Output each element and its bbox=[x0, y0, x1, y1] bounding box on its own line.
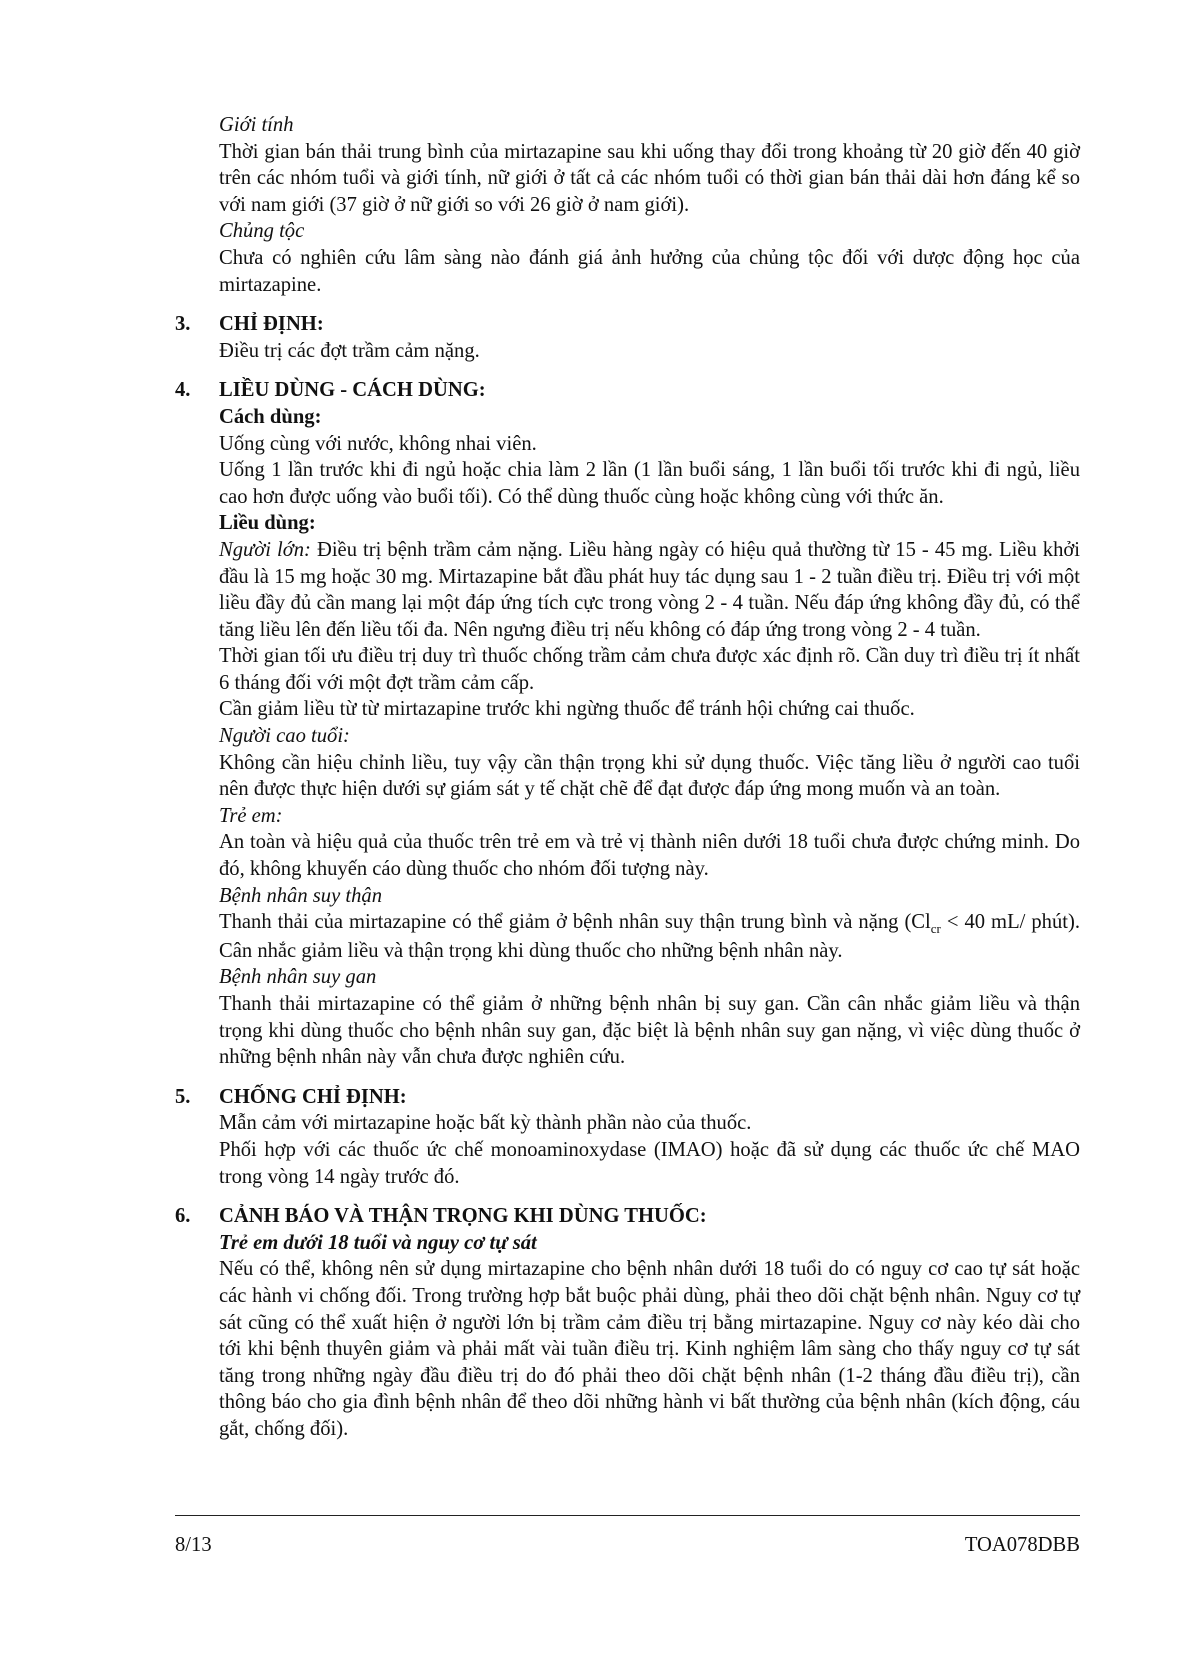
renal-paragraph bbox=[219, 909, 1080, 964]
hepatic-label: Bệnh nhân suy gan bbox=[219, 966, 377, 989]
elderly-label: Người cao tuổi: bbox=[219, 725, 350, 748]
contraindication-paragraph-2: Phối hợp với các thuốc ức chế monoaminoxydase (IMAO) hoặc đã sử dụng các thuốc ức chế MAO trong vòng 14 ngày trước đó. bbox=[219, 1138, 1080, 1188]
document-code: TOA078DBB bbox=[964, 1534, 1080, 1556]
section-title: CHỐNG CHỈ ĐỊNH: bbox=[219, 1085, 407, 1108]
dosage-section bbox=[175, 404, 1080, 1071]
renal-label: Bệnh nhân suy thận bbox=[219, 884, 383, 907]
administration-paragraph-1: Uống cùng với nước, không nhai viên. bbox=[219, 432, 537, 455]
race-paragraph: Chưa có nghiên cứu lâm sàng nào đánh giá ảnh hưởng của chủng tộc đối với dược động học của mirtazapine. bbox=[219, 246, 1080, 296]
adult-label: Người lớn: bbox=[219, 538, 311, 561]
section-3-heading bbox=[175, 311, 1080, 338]
indications-paragraph: Điều trị các đợt trầm cảm nặng. bbox=[219, 339, 480, 362]
adult-text: Điều trị bệnh trầm cảm nặng. Liều hàng ngày có hiệu quả thường từ 15 - 45 mg. Liều khởi đầu là 15 mg hoặc 30 mg. Mirtazapine bắt đầu phát huy tác dụng sau 1 - 2 tuần điều trị. Điều trị với một liều đầy đủ cần mang lại một đáp ứng tích cực trong vòng 2 - 4 tuần. Nếu đáp ứng không đầy đủ, có thể tăng liều lên đến liều tối đa. Nên ngưng điều trị nếu không có đáp ứng trong vòng 2 - 4 tuần. bbox=[219, 538, 1080, 641]
section-number: 3. bbox=[175, 313, 191, 336]
warnings-subheading: Trẻ em dưới 18 tuổi và nguy cơ tự sát bbox=[219, 1231, 537, 1254]
page-number: 8/13 bbox=[175, 1534, 212, 1556]
renal-subscript: cr bbox=[930, 921, 941, 937]
warnings-section bbox=[175, 1230, 1080, 1443]
contraindications-section bbox=[175, 1110, 1080, 1190]
page-content bbox=[175, 112, 1080, 1443]
children-paragraph: An toàn và hiệu quả của thuốc trên trẻ em và trẻ vị thành niên dưới 18 tuổi chưa được chứng minh. Do đó, không khuyến cáo dùng thuốc cho nhóm đối tượng này. bbox=[219, 831, 1080, 881]
gender-section bbox=[175, 112, 1080, 298]
section-number: 4. bbox=[175, 379, 191, 402]
dose-subheading: Liều dùng: bbox=[219, 512, 316, 535]
renal-text-b: < 40 mL/ phút). Cân nhắc giảm liều và thận trọng khi dùng thuốc cho những bệnh nhân này. bbox=[219, 911, 1080, 962]
warnings-paragraph: Nếu có thể, không nên sử dụng mirtazapine cho bệnh nhân dưới 18 tuổi do có nguy cơ cao tự sát hoặc các hành vi chống đối. Trong trường hợp bắt buộc phải dùng, phải theo dõi chặt bệnh nhân. Nguy cơ tự sát cũng có thể xuất hiện ở người lớn bị trầm cảm điều trị bằng mirtazapine. Nguy cơ này kéo dài cho tới khi bệnh thuyên giảm và phải mất vài tuần điều trị. Kinh nghiệm lâm sàng cho thấy nguy cơ tự sát tăng trong những ngày đầu điều trị do đó phải theo dõi chặt bệnh nhân (1-2 tháng đầu điều trị), cần thông báo cho gia đình bệnh nhân để theo dõi những hành vi bất thường của bệnh nhân (kích động, cáu gắt, chống đối). bbox=[219, 1258, 1080, 1440]
section-4-heading bbox=[175, 377, 1080, 404]
section-number: 6. bbox=[175, 1205, 191, 1228]
adult-dose-paragraph bbox=[219, 537, 1080, 643]
hepatic-paragraph: Thanh thải mirtazapine có thể giảm ở những bệnh nhân bị suy gan. Cần cân nhắc giảm liều và thận trọng khi dùng thuốc cho bệnh nhân suy gan, đặc biệt là bệnh nhân suy gan nặng, vì việc dùng thuốc ở những bệnh nhân này vẫn chưa được nghiên cứu. bbox=[219, 993, 1080, 1069]
section-title: CẢNH BÁO VÀ THẬN TRỌNG KHI DÙNG THUỐC: bbox=[219, 1205, 707, 1228]
section-title: LIỀU DÙNG - CÁCH DÙNG: bbox=[219, 379, 486, 402]
gender-paragraph: Thời gian bán thải trung bình của mirtazapine sau khi uống thay đổi trong khoảng từ 20 giờ đến 40 giờ trên các nhóm tuổi và giới tính, nữ giới ở tất cả các nhóm tuổi có thời gian bán thải dài hơn đáng kể so với nam giới (37 giờ ở nữ giới so với 26 giờ ở nam giới). bbox=[219, 140, 1080, 216]
gender-subheading: Giới tính bbox=[219, 114, 294, 136]
renal-text-a: Thanh thải của mirtazapine có thể giảm ở bệnh nhân suy thận trung bình và nặng (Cl bbox=[219, 911, 931, 934]
section-number: 5. bbox=[175, 1085, 191, 1108]
race-subheading: Chủng tộc bbox=[219, 220, 305, 243]
taper-paragraph: Cần giảm liều từ từ mirtazapine trước khi ngừng thuốc để tránh hội chứng cai thuốc. bbox=[219, 698, 915, 721]
administration-paragraph-2: Uống 1 lần trước khi đi ngủ hoặc chia làm 2 lần (1 lần buổi sáng, 1 lần buổi tối trước khi đi ngủ, liều cao hơn được uống vào buổi tối). Có thể dùng thuốc cùng hoặc không cùng với thức ăn. bbox=[219, 459, 1080, 508]
children-label: Trẻ em: bbox=[219, 804, 283, 827]
contraindication-paragraph-1: Mẫn cảm với mirtazapine hoặc bất kỳ thành phần nào của thuốc. bbox=[219, 1112, 752, 1135]
section-title: CHỈ ĐỊNH: bbox=[219, 313, 324, 336]
elderly-paragraph: Không cần hiệu chỉnh liều, tuy vậy cần thận trọng khi sử dụng thuốc. Việc tăng liều ở người cao tuổi nên được thực hiện dưới sự giám sát y tế chặt chẽ để đạt được đáp ứng mong muốn và an toàn. bbox=[219, 751, 1080, 801]
footer-divider bbox=[175, 1515, 1080, 1516]
administration-subheading: Cách dùng: bbox=[219, 405, 322, 428]
section-6-heading bbox=[175, 1203, 1080, 1230]
maintenance-paragraph: Thời gian tối ưu điều trị duy trì thuốc chống trầm cảm chưa được xác định rõ. Cần duy trì điều trị ít nhất 6 tháng đối với một đợt trầm cảm cấp. bbox=[219, 645, 1080, 694]
section-5-heading bbox=[175, 1084, 1080, 1111]
